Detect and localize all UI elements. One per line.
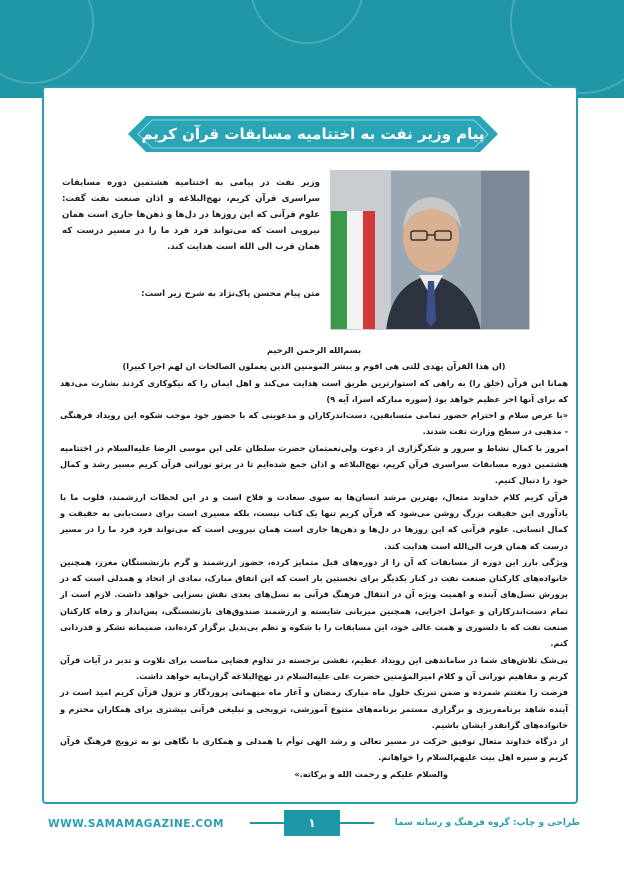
page-number: ۱ (284, 810, 340, 836)
verse-translation: همانا این قرآن (خلق را) به راهی که استوارترین طریق است هدایت می‌کند و اهل ایمان را که نیکوکاری کردند بشارت می‌دهد که برای آنها اجر عظیم خواهد بود (سوره مبارکه اسرا، آیه ۹) (60, 377, 568, 404)
title-banner (128, 116, 498, 152)
paragraph: قرآن کریم کلام خداوند متعال، بهترین مرشد انسان‌ها به سوی سعادت و فلاح است و در این لحظات ارزشمند، قلوب ما با یادآوری این حقیقت بزرگ روشن می‌شود که قرآن کریم تنها یک کتاب نیست، بلکه مسیری است برای دست‌یابی به حقیقت و کمال انسانی. علوم قرآنی که این روزها در دل‌ها و ذهن‌ها جاری است همان نیرویی است که می‌تواند فرد فرد ما را در مسیر درست که همان قرب الی‌الله است هدایت کند. (60, 491, 568, 551)
website-url: WWW.SAMAMAGAZINE.COM (48, 818, 225, 830)
paragraph: از درگاه خداوند متعال توفیق حرکت در مسیر تعالی و رشد الهی توأم با همدلی و همکاری با نگاهی نو به ترویج فرهنگ قرآن کریم و سیره اهل بیت علیهم‌السلام را خواهانم. (60, 736, 568, 763)
paragraph: امروز با کمال نشاط و سرور و شکرگزاری از دعوت ولی‌نعمتمان حضرت سلطان علی ابن موسی الرضا علیه‌السلام در اختتامیه هشتمین دوره مسابقات سراسری قرآن کریم، نهج‌البلاغه و اذان جمع شده‌ایم تا در پرتو نورانی قرآن کریم مسیر رشد و کمال خود را دنبال کنیم. (60, 442, 568, 486)
paragraph: «با عرض سلام و احترام حضور تمامی متسابقین، دست‌اندرکاران و مدعوینی که با حضور خود موجب شکوه این رویداد فرهنگی - مذهبی در سطح وزارت نفت شدند. (60, 410, 568, 437)
paragraph: فرصت را مغتنم شمرده و ضمن تبریک حلول ماه مبارک رمضان و آغاز ماه میهمانی پروردگار و نزول قرآن کریم امید است در آینده شاهد برنامه‌ریزی و برگزاری مستمر برنامه‌های متنوع آموزشی، ترویجی و تبلیغی قرآنی بیشتری برای همکاران محترم و خانواده‌های گرانقدر ایشان باشیم. (60, 687, 568, 730)
closing-line: والسلام علیکم و رحمت الله و برکاته.» (294, 768, 448, 779)
design-credit: طراحی و چاپ: گروه فرهنگ و رسانه سما (394, 818, 580, 828)
message-body (60, 342, 568, 782)
portrait-photo (330, 170, 530, 330)
quran-verse: (ان هذا القرآن یهدی للتی هی اقوم و یبشر المومنین الذین یعملون الصالحات ان لهم اجرا کبیرا) (122, 361, 506, 372)
header-band (0, 0, 624, 98)
basmala: بسم‌الله الرحمن الرحیم (266, 345, 362, 355)
paragraph: ویژگی بارز این دوره از مسابقات که آن را از دوره‌های قبل متمایز کرده، حضور ارزشمند و گرم بازنشستگان معزز، همچنین خانواده‌های کارکنان صنعت نفت در کنار یکدیگر برای نخستین بار است که این اتفاق مبارک، نمادی از اتحاد و همدلی است که در پرورش نسل‌های آینده و اهمیت ویژه آن در انتقال فرهنگ قرآنی به نسل‌های بعدی نقش بسزایی خواهد داشت. لازم است از تمام دست‌اندرکاران و عوامل اجرایی، همچنین میزبانی شایسته و ارزشمند صندوق‌های بازنشستگی، پس‌انداز و رفاه کارکنان صنعت نفت که با دلسوزی و همت عالی خود، این مسابقات را با شکوه و نظم بی‌بدیل برگزار کرده‌اند، صمیمانه تشکر و قدردانی کنم. (60, 556, 568, 649)
page-title: پیام وزیر نفت به اختتامیه مسابقات قرآن کریم (141, 125, 485, 143)
intro-caption: متن پیام محسن پاک‌نژاد به شرح زیر است: (141, 289, 320, 299)
intro-paragraph: وزیر نفت در پیامی به اختتامیه هشتمین دوره مسابقات سراسری قرآن کریم، نهج‌البلاغه و اذان صنعت نفت گفت: علوم قرآنی که این روزها در دل‌ها و ذهن‌ها جاری است همان نیرویی است که می‌تواند فرد فرد ما را در مسیر درست که همان قرب الی الله است هدایت کند. (62, 178, 320, 252)
paragraph: بی‌شک تلاش‌های شما در ساماندهی این رویداد عظیم، نقشی برجسته در تداوم فضایی مناسب برای تلاوت و تدبر در آیات قرآن کریم و مفاهیم نورانی آن و کلام امیرالمؤمنین حضرت علی علیه‌السلام در نهج‌البلاغه گران‌مایه خواهد داشت. (60, 654, 568, 681)
